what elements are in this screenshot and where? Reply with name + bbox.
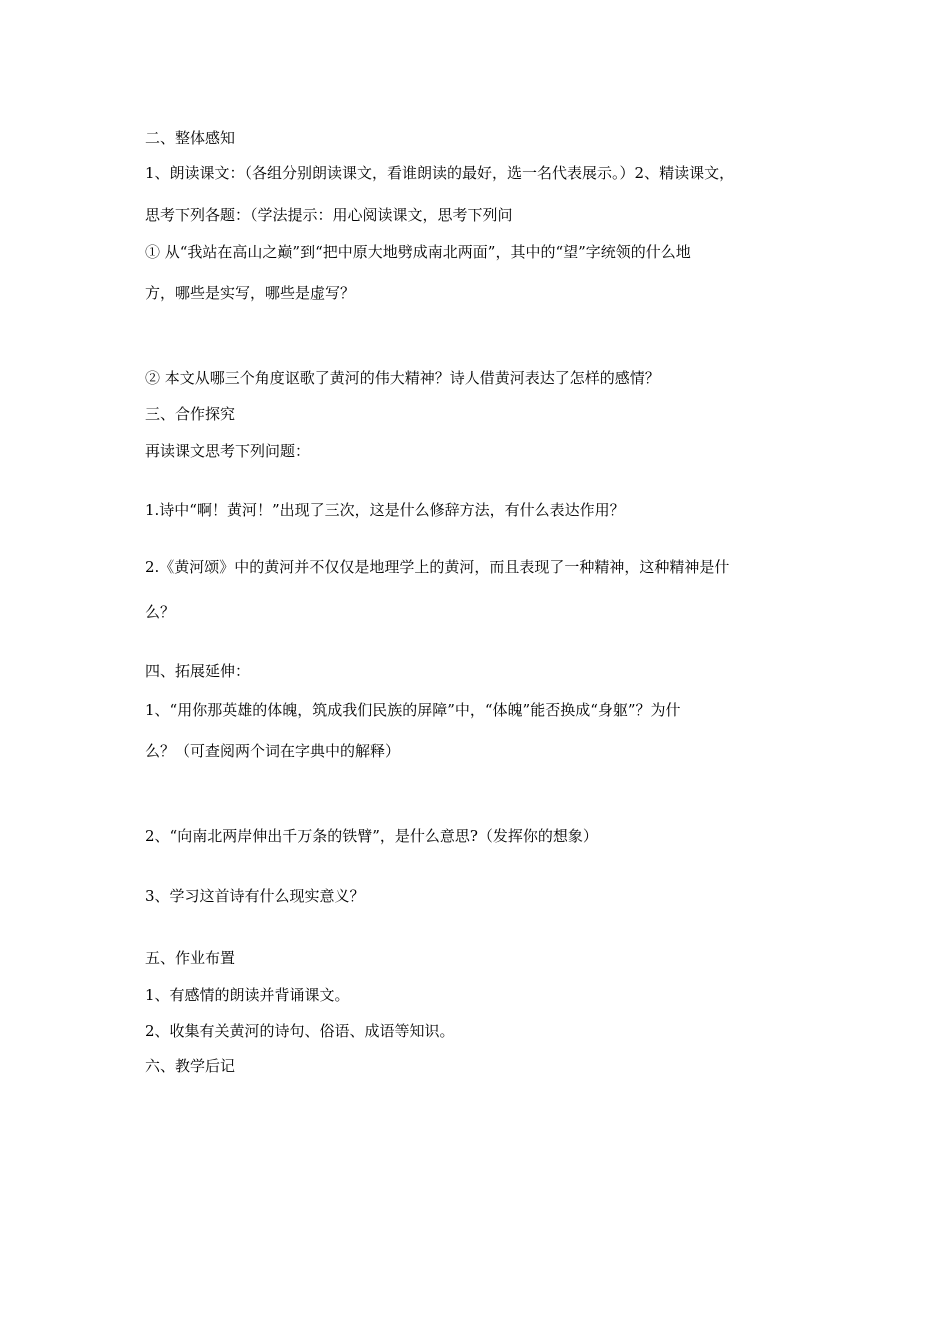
section-heading-teaching-notes: 六、教学后记 [145, 1057, 236, 1075]
item-extension-1-line-1: 1、“用你那英雄的体魄，筑成我们民族的屏障”中，“体魄”能否换成“身躯”？为什 [145, 701, 681, 719]
section-heading-extension: 四、拓展延伸： [145, 662, 251, 680]
item-homework-1: 1、有感情的朗读并背诵课文。 [145, 986, 350, 1004]
section-heading-cooperative-inquiry: 三、合作探究 [145, 405, 236, 423]
item-homework-2: 2、收集有关黄河的诗句、俗语、成语等知识。 [145, 1022, 455, 1040]
item-inquiry-1: 1.诗中“啊！黄河！”出现了三次，这是什么修辞方法，有什么表达作用？ [145, 501, 625, 519]
item-extension-1-line-2: 么？（可查阅两个词在字典中的解释） [145, 742, 401, 760]
item-extension-2: 2、“向南北两岸伸出千万条的铁臂”，是什么意思?（发挥你的想象） [145, 827, 598, 845]
item-reread-prompt: 再读课文思考下列问题： [145, 442, 311, 460]
item-inquiry-2-line-2: 么？ [145, 603, 176, 621]
item-question-1-line-1: ① 从“我站在高山之巅”到“把中原大地劈成南北两面”，其中的“望”字统领的什么地 [145, 243, 691, 261]
section-heading-homework: 五、作业布置 [145, 949, 236, 967]
item-read-aloud: 1、朗读课文：（各组分别朗读课文，看谁朗读的最好，选一名代表展示。）2、精读课文， [145, 164, 735, 182]
item-question-2: ② 本文从哪三个角度讴歌了黄河的伟大精神？诗人借黄河表达了怎样的感情？ [145, 369, 660, 387]
item-questions-intro: 思考下列各题：（学法提示：用心阅读课文，思考下列问 [145, 206, 513, 224]
item-extension-3: 3、学习这首诗有什么现实意义？ [145, 887, 365, 905]
item-question-1-line-2: 方，哪些是实写，哪些是虚写？ [145, 284, 356, 302]
section-heading-overall-perception: 二、整体感知 [145, 129, 236, 147]
item-inquiry-2-line-1: 2.《黄河颂》中的黄河并不仅仅是地理学上的黄河，而且表现了一种精神，这种精神是什 [145, 558, 730, 576]
